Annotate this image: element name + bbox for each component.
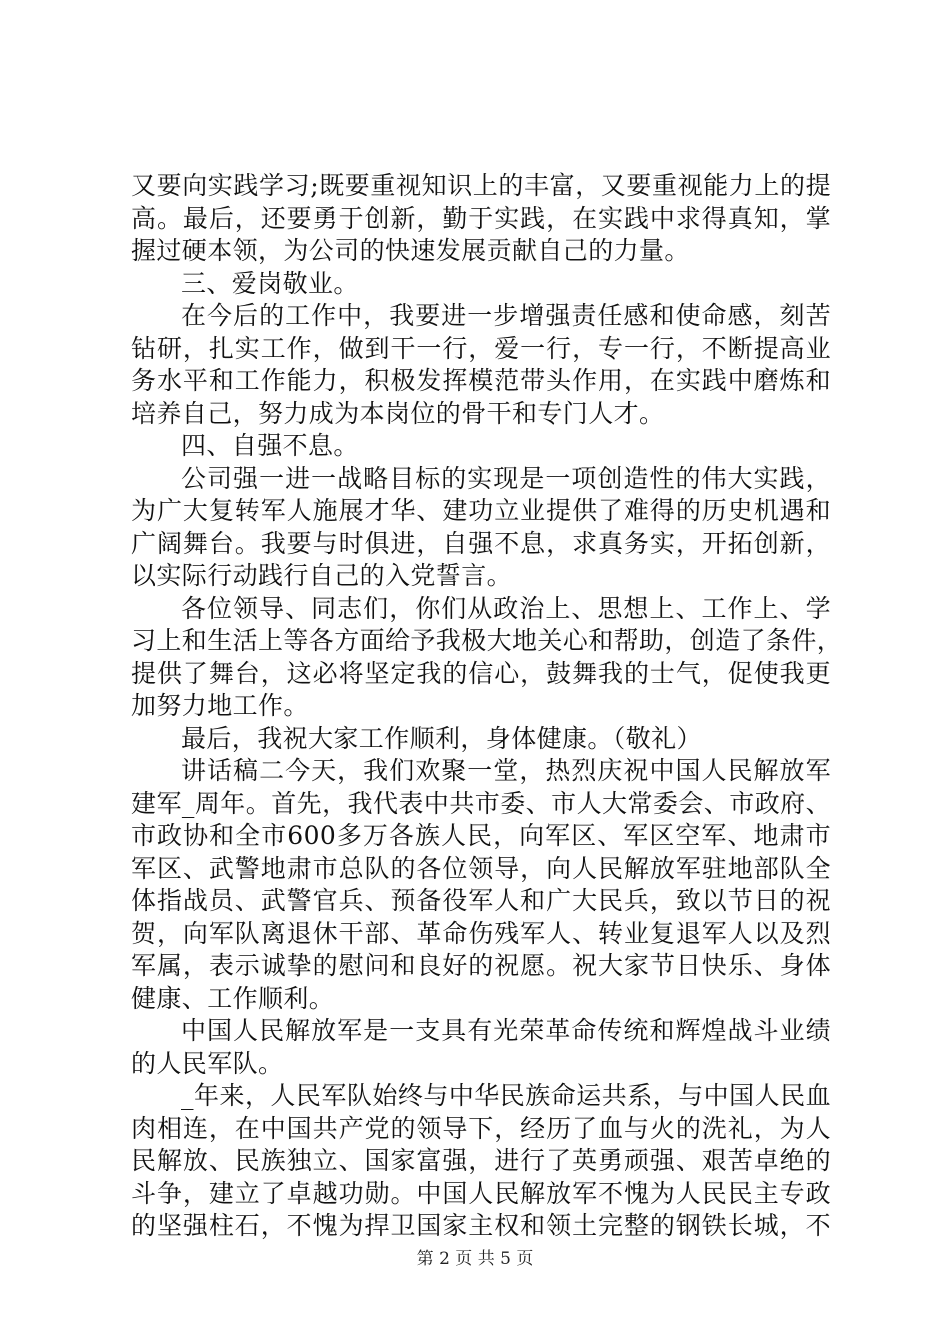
text-line: 为广大复转军人施展才华、建功立业提供了难得的历史机遇和: [131, 496, 831, 525]
text-line: 军属，表示诚挚的慰问和良好的祝愿。祝大家节日快乐、身体: [131, 951, 831, 980]
text-line: 习上和生活上等各方面给予我极大地关心和帮助，创造了条件，: [131, 626, 843, 655]
text-line: 的坚强柱石，不愧为捍卫国家主权和领土完整的钢铁长城，不: [131, 1211, 831, 1240]
text-line: 四、自强不息。: [181, 431, 359, 460]
text-line: 高。最后，还要勇于创新，勤于实践，在实践中求得真知，掌: [131, 203, 831, 233]
text-line: 在今后的工作中，我要进一步增强责任感和使命感，刻苦: [181, 301, 831, 330]
text-line: 贺，向军队离退休干部、革命伤残军人、转业复退军人以及烈: [131, 918, 831, 948]
text-line: 培养自己，努力成为本岗位的骨干和专门人才。: [131, 398, 665, 428]
text-line: 三、爱岗敬业。: [181, 268, 359, 298]
text-line: 务水平和工作能力，积极发挥模范带头作用，在实践中磨炼和: [131, 366, 831, 395]
body-text: [131, 170, 843, 1243]
text-line: 以实际行动践行自己的入党誓言。: [131, 561, 513, 590]
text-line: 健康、工作顺利。: [131, 983, 335, 1013]
text-line: 提供了舞台，这必将坚定我的信心，鼓舞我的士气，促使我更: [131, 658, 831, 688]
text-line: 又要向实践学习;既要重视知识上的丰富，又要重视能力上的提: [131, 171, 831, 200]
text-line: 建军_周年。首先，我代表中共市委、市人大常委会、市政府、: [131, 788, 831, 818]
page-footer: 第 2 页 共 5 页: [416, 1249, 534, 1269]
text-line: 肉相连，在中国共产党的领导下，经历了血与火的洗礼，为人: [131, 1113, 831, 1143]
text-line: 加努力地工作。: [131, 691, 309, 720]
text-line: 中国人民解放军是一支具有光荣革命传统和辉煌战斗业绩: [181, 1016, 831, 1045]
text-line: 军区、武警地肃市总队的各位领导，向人民解放军驻地部队全: [131, 853, 831, 883]
text-line: 讲话稿二今天，我们欢聚一堂，热烈庆祝中国人民解放军: [181, 756, 831, 785]
text-line: 最后，我祝大家工作顺利，身体健康。（敬礼）: [181, 723, 702, 753]
text-line: 体指战员、武警官兵、预备役军人和广大民兵，致以节日的祝: [131, 886, 831, 915]
text-line: 握过硬本领，为公司的快速发展贡献自己的力量。: [131, 236, 690, 265]
text-line: 各位领导、同志们，你们从政治上、思想上、工作上、学: [181, 593, 831, 623]
text-line: 钻研，扎实工作，做到干一行，爱一行，专一行，不断提高业: [131, 333, 831, 363]
text-line: 公司强一进一战略目标的实现是一项创造性的伟大实践，: [181, 463, 831, 493]
text-line: 的人民军队。: [131, 1048, 284, 1078]
text-line: 民解放、民族独立、国家富强，进行了英勇顽强、艰苦卓绝的: [131, 1146, 831, 1175]
text-line: 斗争，建立了卓越功勋。中国人民解放军不愧为人民民主专政: [131, 1178, 831, 1208]
text-line: 市政协和全市600多万各族人民，向军区、军区空军、地肃市: [131, 821, 831, 850]
text-line: 广阔舞台。我要与时俱进，自强不息，求真务实，开拓创新，: [131, 528, 831, 558]
text-line: _年来，人民军队始终与中华民族命运共系，与中国人民血: [181, 1081, 831, 1110]
